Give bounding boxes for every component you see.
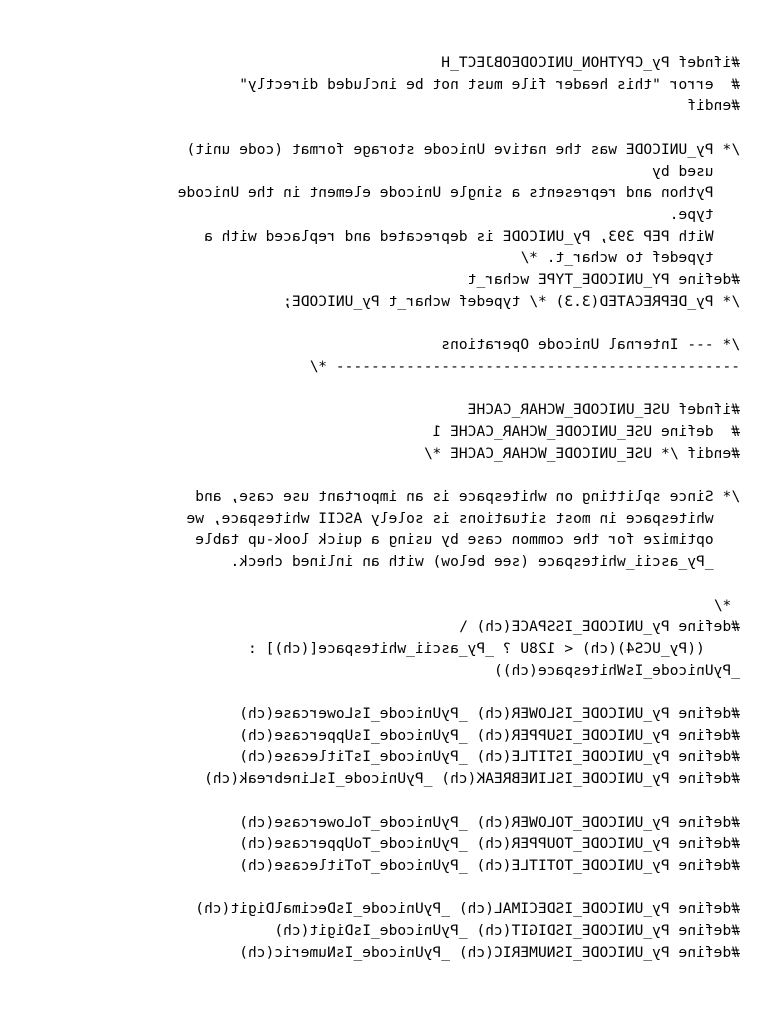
code-line bbox=[20, 378, 740, 400]
code-line: #define Py_UNICODE_ISLOWER(ch) _PyUnicode_IsLowercase(ch) bbox=[239, 705, 740, 722]
code-line: #define Py_UNICODE_TOTITLE(ch) _PyUnicode_ToTitlecase(ch) bbox=[239, 856, 740, 874]
code-line: #endif bbox=[687, 97, 740, 115]
code-line: #define Py_UNICODE_ISDIGIT(ch) _PyUnicode_IsDigit(ch) bbox=[274, 922, 740, 939]
code-line bbox=[20, 790, 740, 812]
code-line: */ bbox=[713, 596, 740, 614]
code-line: /* Py_UNICODE was the native Unicode storage format (code unit) bbox=[186, 140, 740, 158]
code-line: /* Py_DEPRECATED(3.3) */ typedef wchar_t Py_UNICODE; bbox=[283, 292, 740, 310]
code-line: #ifndef USE_UNICODE_WCHAR_CACHE bbox=[467, 401, 740, 419]
code-line: _PyUnicode_IsWhitespace(ch)) bbox=[493, 661, 740, 679]
code-line: _Py_ascii_whitespace (see below) with an inlined check. bbox=[230, 553, 740, 571]
code-line: typedef to wchar_t. */ bbox=[520, 249, 740, 267]
code-line: #define Py_UNICODE_ISUPPER(ch) _PyUnicode_IsUppercase(ch) bbox=[239, 726, 740, 744]
code-line: /* Since splitting on whitespace is an important use case, and bbox=[195, 488, 740, 505]
code-line: # define USE_UNICODE_WCHAR_CACHE 1 bbox=[432, 422, 740, 440]
code-line: #define Py_UNICODE_ISLINEBREAK(ch) _PyUnicode_IsLinebreak(ch) bbox=[204, 770, 740, 788]
code-line: #define PY_UNICODE_TYPE wchar_t bbox=[467, 271, 740, 289]
mirrored-code-document bbox=[20, 52, 740, 963]
code-line: /* --- Internal Unicode Operations bbox=[441, 336, 740, 354]
code-line: Python and represents a single Unicode element in the Unicode bbox=[177, 184, 740, 202]
code-line: ---------------------------------------------- */ bbox=[309, 357, 740, 375]
code-line: #define Py_UNICODE_ISDECIMAL(ch) _PyUnicode_IsDecimalDigit(ch) bbox=[195, 900, 740, 918]
code-line: #define Py_UNICODE_TOUPPER(ch) _PyUnicode_ToUppercase(ch) bbox=[239, 835, 740, 853]
code-line: #define Py_UNICODE_TOLOWER(ch) _PyUnicode_ToLowercase(ch) bbox=[239, 813, 740, 831]
code-line: whitespace in most situations is solely ASCII whitespace, we bbox=[186, 509, 740, 527]
code-line: #define Py_UNICODE_ISSPACE(ch) \ bbox=[458, 618, 740, 636]
code-line bbox=[20, 877, 740, 899]
code-line: used by bbox=[652, 162, 740, 180]
code-line: #endif /* USE_UNICODE_WCHAR_CACHE */ bbox=[423, 444, 740, 462]
code-line bbox=[20, 681, 740, 703]
code-line bbox=[20, 117, 740, 139]
code-line: # error "this header file must not be included directly" bbox=[239, 75, 740, 93]
code-line: With PEP 393, Py_UNICODE is deprecated and replaced with a bbox=[204, 227, 740, 245]
code-line: ((Py_UCS4)(ch) < 128U ? _Py_ascii_whitespace[(ch)] : bbox=[247, 639, 740, 657]
code-line: #define Py_UNICODE_ISNUMERIC(ch) _PyUnicode_IsNumeric(ch) bbox=[239, 943, 740, 961]
code-line: #define Py_UNICODE_ISTITLE(ch) _PyUnicode_IsTitlecase(ch) bbox=[239, 748, 740, 766]
code-line: optimize for the common case by using a quick look-up table bbox=[195, 531, 740, 549]
code-line: type. bbox=[669, 205, 740, 223]
code-line bbox=[20, 312, 740, 334]
code-line: #ifndef Py_CPYTHON_UNICODEOBJECT_H bbox=[441, 54, 740, 71]
code-line bbox=[20, 573, 740, 595]
code-line bbox=[20, 464, 740, 486]
